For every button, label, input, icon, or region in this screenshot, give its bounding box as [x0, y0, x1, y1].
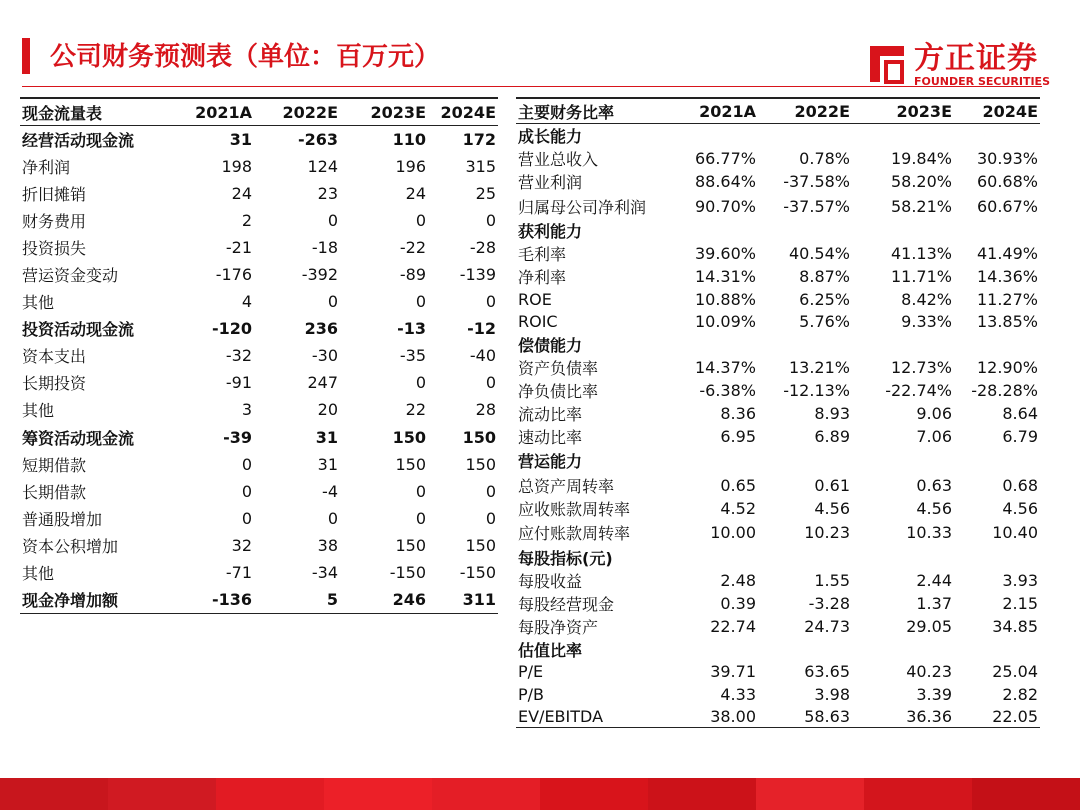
cell-value: -18 [311, 237, 338, 257]
cell-value: 6.79 [1002, 426, 1038, 446]
table-row [516, 147, 1040, 170]
row-label: 投资活动现金流 [22, 320, 135, 340]
cell-value: 0 [327, 508, 338, 528]
table-row [516, 661, 1040, 683]
cell-value [758, 638, 852, 661]
row-label: ROE [518, 289, 552, 309]
table-row [516, 170, 1040, 193]
cash-flow-table [20, 97, 498, 614]
cell-value: 23 [317, 183, 338, 203]
cell-value: 39.71 [710, 662, 756, 682]
cell-value: 24.73 [804, 616, 850, 636]
cell-value [954, 448, 1040, 474]
cell-value [852, 448, 954, 474]
table-row [20, 207, 498, 234]
row-label: 普通股增加 [22, 509, 103, 529]
cell-value: 3 [241, 400, 252, 420]
cell-value: 0 [241, 454, 252, 474]
row-label: 投资损失 [22, 238, 87, 258]
table-row [20, 288, 498, 315]
row-label: 流动比率 [518, 404, 583, 424]
cell-value: 0 [415, 508, 426, 528]
cell-value: 31 [229, 129, 252, 149]
cell-value: -40 [469, 346, 496, 366]
table-row [20, 424, 498, 451]
founder-logo-icon [864, 42, 910, 88]
cell-value: 196 [395, 156, 426, 176]
cell-value: -150 [459, 563, 496, 583]
row-label: 长期投资 [22, 374, 87, 394]
financial-ratios-table [516, 97, 1040, 728]
row-label: P/E [518, 662, 544, 682]
cell-value: 0 [415, 292, 426, 312]
row-label: 资产负债率 [518, 358, 599, 378]
cell-value [954, 124, 1040, 148]
table-row [20, 451, 498, 478]
cell-value [758, 333, 852, 356]
cell-value: 9.33% [901, 311, 952, 331]
cell-value: 14.37% [694, 357, 756, 377]
cell-value: -91 [225, 373, 252, 393]
table-row [20, 532, 498, 559]
cell-value: 0.39 [720, 593, 756, 613]
column-header: 主要财务比率 [516, 98, 684, 124]
cell-value: 4.56 [1002, 498, 1038, 518]
cell-value: 5 [254, 586, 340, 613]
cell-value: 2 [241, 210, 252, 230]
cell-value [758, 546, 852, 569]
row-label: 偿债能力 [518, 335, 583, 355]
cell-value: 40.23 [906, 662, 952, 682]
table-row [516, 379, 1040, 402]
cell-value: 150 [462, 427, 496, 447]
cell-value [852, 124, 954, 148]
cell-value: 2.82 [1002, 684, 1038, 704]
cell-value [954, 638, 1040, 661]
cell-value: 0 [415, 210, 426, 230]
cell-value: 40.54% [788, 244, 850, 263]
table-row [20, 559, 498, 586]
cell-value [758, 219, 852, 242]
cell-value: 41.49% [976, 244, 1038, 263]
cell-value: -28.28% [971, 380, 1038, 400]
row-label: 净利润 [22, 157, 71, 177]
cell-value: 58.20% [890, 172, 952, 191]
cell-value: 88.64% [694, 172, 756, 191]
cell-value: 247 [307, 373, 338, 393]
row-label: EV/EBITDA [516, 705, 684, 727]
footer-color-block [216, 778, 324, 810]
cell-value: 11.71% [890, 267, 952, 286]
cell-value: 10.40 [992, 523, 1038, 543]
column-header: 2023E [340, 98, 428, 126]
footer-color-block [540, 778, 648, 810]
cell-value: -89 [399, 265, 426, 285]
cell-value: -120 [211, 319, 252, 339]
table-row [516, 356, 1040, 379]
cell-value: 39.60% [694, 244, 756, 263]
cell-value [684, 546, 758, 569]
cell-value: -21 [225, 237, 252, 257]
cell-value: 2.48 [720, 570, 756, 590]
cell-value: 0 [241, 508, 252, 528]
footer-color-block [756, 778, 864, 810]
cell-value: 0 [485, 292, 496, 312]
cell-value: 172 [462, 129, 496, 149]
column-header: 2024E [954, 98, 1040, 124]
column-header: 2024E [428, 98, 498, 126]
row-label: 营业总收入 [518, 150, 599, 169]
table-row [20, 126, 498, 153]
table-row [516, 592, 1040, 615]
cell-value [954, 219, 1040, 242]
cell-value: 1.37 [916, 593, 952, 613]
cell-value: 58.63 [758, 705, 852, 727]
cell-value: -30 [311, 346, 338, 366]
cell-value: 0 [327, 210, 338, 230]
logo-english-text: FOUNDER SECURITIES [914, 75, 1050, 88]
cell-value: 4.56 [814, 498, 850, 518]
table-row [516, 402, 1040, 425]
cell-value: 6.89 [814, 426, 850, 446]
cell-value: 24 [405, 183, 426, 203]
row-label: ROIC [518, 311, 558, 331]
section-header-row [516, 333, 1040, 356]
table-row [516, 474, 1040, 497]
cell-value: -150 [389, 563, 426, 583]
cell-value: 14.36% [976, 267, 1038, 286]
cell-value [758, 124, 852, 148]
cell-value: -3.28 [808, 593, 850, 613]
section-header-row [516, 448, 1040, 474]
table-row [516, 310, 1040, 332]
cell-value: 1.55 [814, 570, 850, 590]
section-header-row [516, 546, 1040, 569]
cell-value [684, 638, 758, 661]
cell-value: 0 [415, 481, 426, 501]
cell-value: 8.93 [814, 403, 850, 423]
cell-value: 311 [428, 586, 498, 613]
cell-value: 19.84% [890, 149, 952, 168]
cell-value: 38.00 [684, 705, 758, 727]
cell-value: 34.85 [992, 616, 1038, 636]
cell-value: -263 [297, 129, 338, 149]
cell-value: 198 [221, 156, 252, 176]
footer-color-block [324, 778, 432, 810]
cell-value: 63.65 [804, 662, 850, 682]
cell-value: 0.78% [799, 149, 850, 168]
cell-value: 10.00 [710, 523, 756, 543]
cell-value: 10.33 [906, 523, 952, 543]
cell-value: 13.85% [976, 311, 1038, 331]
cell-value: 0.68 [1002, 475, 1038, 495]
row-label: 估值比率 [518, 640, 583, 660]
cell-value: 31 [317, 454, 338, 474]
cell-value: 7.06 [916, 426, 952, 446]
cell-value [852, 219, 954, 242]
company-logo [864, 41, 1050, 88]
footer-color-block [108, 778, 216, 810]
cell-value: 246 [340, 586, 428, 613]
table-row [516, 265, 1040, 288]
row-label: 营运资金变动 [22, 266, 119, 286]
cell-value: 22.74 [710, 616, 756, 636]
cell-value: -22 [399, 237, 426, 257]
cell-value: 90.70% [694, 196, 756, 216]
row-label: 毛利率 [518, 245, 567, 264]
row-label: 资本支出 [22, 347, 87, 367]
cell-value: 0 [241, 481, 252, 501]
cell-value: 236 [304, 319, 338, 339]
title-accent-bar [22, 38, 30, 74]
cell-value: -176 [215, 265, 252, 285]
row-label: 其他 [22, 401, 55, 421]
table-row [20, 505, 498, 532]
footer-color-block [648, 778, 756, 810]
cell-value: 0 [485, 481, 496, 501]
column-header: 现金流量表 [20, 98, 166, 126]
cell-value: -136 [166, 586, 254, 613]
cell-value: 150 [395, 535, 426, 555]
row-label: 应收账款周转率 [518, 499, 631, 519]
cell-value: 150 [395, 454, 426, 474]
cell-value: 24 [231, 183, 252, 203]
column-header: 2022E [758, 98, 852, 124]
cell-value: 12.90% [976, 357, 1038, 377]
section-header-row [516, 124, 1040, 148]
table-row [20, 396, 498, 423]
table-row [20, 261, 498, 288]
column-header: 2021A [166, 98, 254, 126]
footer-color-band [0, 778, 1080, 810]
cell-value: -13 [397, 319, 426, 339]
cell-value: 0.65 [720, 475, 756, 495]
cell-value: 22 [405, 400, 426, 420]
table-row [516, 242, 1040, 265]
cell-value [852, 546, 954, 569]
cell-value: -28 [469, 237, 496, 257]
row-label: 成长能力 [518, 127, 583, 146]
cell-value: 11.27% [976, 289, 1038, 309]
cell-value: 5.76% [799, 311, 850, 331]
cell-value: -35 [399, 346, 426, 366]
cell-value: 110 [392, 129, 426, 149]
ratios-header-row [516, 98, 1040, 124]
cell-value: 4.56 [916, 498, 952, 518]
table-row [20, 180, 498, 207]
row-label: 资本公积增加 [22, 536, 119, 556]
row-label: 长期借款 [22, 482, 87, 502]
cell-value: 10.09% [694, 311, 756, 331]
row-label: P/B [518, 684, 545, 704]
table-row [516, 425, 1040, 448]
cell-value: -32 [225, 346, 252, 366]
cell-value: 8.36 [720, 403, 756, 423]
cell-value: -37.57% [783, 196, 850, 216]
cell-value: 66.77% [694, 149, 756, 168]
page-title: 公司财务预测表（单位：百万元） [50, 42, 441, 72]
cell-value: -392 [301, 265, 338, 285]
cell-value [954, 546, 1040, 569]
table-row [20, 315, 498, 342]
table-row [516, 520, 1040, 546]
cell-value: 150 [465, 454, 496, 474]
column-header: 2023E [852, 98, 954, 124]
cell-value: 0 [327, 292, 338, 312]
table-row [20, 478, 498, 505]
cell-value: 0 [485, 508, 496, 528]
cash-flow-header-row [20, 98, 498, 126]
table-row [20, 153, 498, 180]
cell-value: 4.52 [720, 498, 756, 518]
row-label: 其他 [22, 564, 55, 584]
cell-value: -6.38% [699, 380, 756, 400]
row-label: 每股净资产 [518, 617, 599, 637]
table-row [516, 193, 1040, 219]
table-row [516, 683, 1040, 705]
table-row [20, 586, 498, 613]
cell-value: 124 [307, 156, 338, 176]
row-label: 净利率 [518, 268, 567, 287]
cell-value: 20 [317, 400, 338, 420]
table-row [20, 342, 498, 369]
row-label: 折旧摊销 [22, 184, 87, 204]
footer-color-block [972, 778, 1080, 810]
cell-value: 29.05 [906, 616, 952, 636]
cell-value: 3.98 [814, 684, 850, 704]
cell-value: 8.42% [901, 289, 952, 309]
row-label: 每股经营现金 [518, 594, 615, 614]
cell-value [684, 219, 758, 242]
cell-value: 4 [241, 292, 252, 312]
row-label: 财务费用 [22, 211, 87, 231]
cell-value: -37.58% [783, 172, 850, 191]
cell-value: 31 [315, 427, 338, 447]
cell-value: -12.13% [783, 380, 850, 400]
table-row [516, 497, 1040, 520]
cell-value: 8.87% [799, 267, 850, 286]
cell-value: 9.06 [916, 403, 952, 423]
cell-value: 150 [392, 427, 426, 447]
cell-value [954, 333, 1040, 356]
row-label: 归属母公司净利润 [518, 197, 647, 217]
table-row [516, 705, 1040, 727]
cell-value: 2.44 [916, 570, 952, 590]
cell-value [684, 448, 758, 474]
cell-value: -4 [322, 481, 338, 501]
row-label: 速动比率 [518, 427, 583, 447]
cell-value: 150 [465, 535, 496, 555]
cell-value [758, 448, 852, 474]
cell-value: 32 [231, 535, 252, 555]
cell-value [684, 124, 758, 148]
cell-value: 58.21% [890, 196, 952, 216]
table-row [516, 569, 1040, 592]
row-label: 获利能力 [518, 222, 583, 241]
column-header: 2021A [684, 98, 758, 124]
cell-value: 0.63 [916, 475, 952, 495]
cell-value: 8.64 [1002, 403, 1038, 423]
table-row [20, 234, 498, 261]
row-label: 经营活动现金流 [22, 130, 135, 150]
cell-value: 60.68% [976, 172, 1038, 191]
table-row [20, 369, 498, 396]
cell-value: 4.33 [720, 684, 756, 704]
section-header-row [516, 219, 1040, 242]
cell-value: 6.95 [720, 426, 756, 446]
row-label: 应付账款周转率 [518, 524, 631, 544]
cell-value: 60.67% [976, 196, 1038, 216]
cell-value: 10.23 [804, 523, 850, 543]
cell-value: 6.25% [799, 289, 850, 309]
cell-value: -39 [223, 427, 252, 447]
row-label: 筹资活动现金流 [22, 428, 135, 448]
cell-value: -22.74% [885, 380, 952, 400]
cell-value: -71 [225, 563, 252, 583]
cell-value [852, 638, 954, 661]
cell-value: 36.36 [852, 705, 954, 727]
cell-value: 13.21% [788, 357, 850, 377]
column-header: 2022E [254, 98, 340, 126]
row-label: 其他 [22, 293, 55, 313]
row-label: 净负债比率 [518, 381, 599, 401]
row-label: 现金净增加额 [20, 586, 166, 613]
footer-color-block [0, 778, 108, 810]
cell-value: 0.61 [814, 475, 850, 495]
row-label: 营业利润 [518, 173, 583, 192]
cell-value: 41.13% [890, 244, 952, 263]
table-row [516, 288, 1040, 310]
footer-color-block [864, 778, 972, 810]
cell-value: -12 [467, 319, 496, 339]
cell-value: 12.73% [890, 357, 952, 377]
cell-value: 28 [475, 400, 496, 420]
cell-value [684, 333, 758, 356]
cell-value: -34 [311, 563, 338, 583]
row-label: 短期借款 [22, 455, 87, 475]
cell-value: 0 [415, 373, 426, 393]
cell-value: 30.93% [976, 149, 1038, 168]
row-label: 总资产周转率 [518, 476, 615, 496]
footer-color-block [432, 778, 540, 810]
cell-value: 0 [485, 373, 496, 393]
cell-value [852, 333, 954, 356]
section-header-row [516, 638, 1040, 661]
row-label: 每股收益 [518, 571, 583, 591]
cell-value: 315 [465, 156, 496, 176]
cell-value: 38 [317, 535, 338, 555]
cell-value: 3.93 [1002, 570, 1038, 590]
cell-value: 10.88% [694, 289, 756, 309]
cell-value: 2.15 [1002, 593, 1038, 613]
cell-value: 14.31% [694, 267, 756, 286]
cell-value: 0 [485, 210, 496, 230]
cell-value: 22.05 [954, 705, 1040, 727]
cell-value: 3.39 [916, 684, 952, 704]
table-row [516, 615, 1040, 638]
cell-value: 25 [475, 183, 496, 203]
row-label: 每股指标(元) [518, 548, 613, 568]
cell-value: -139 [459, 265, 496, 285]
logo-chinese-text: 方正证券 [914, 41, 1038, 76]
cell-value: 25.04 [992, 662, 1038, 682]
row-label: 营运能力 [518, 452, 583, 472]
